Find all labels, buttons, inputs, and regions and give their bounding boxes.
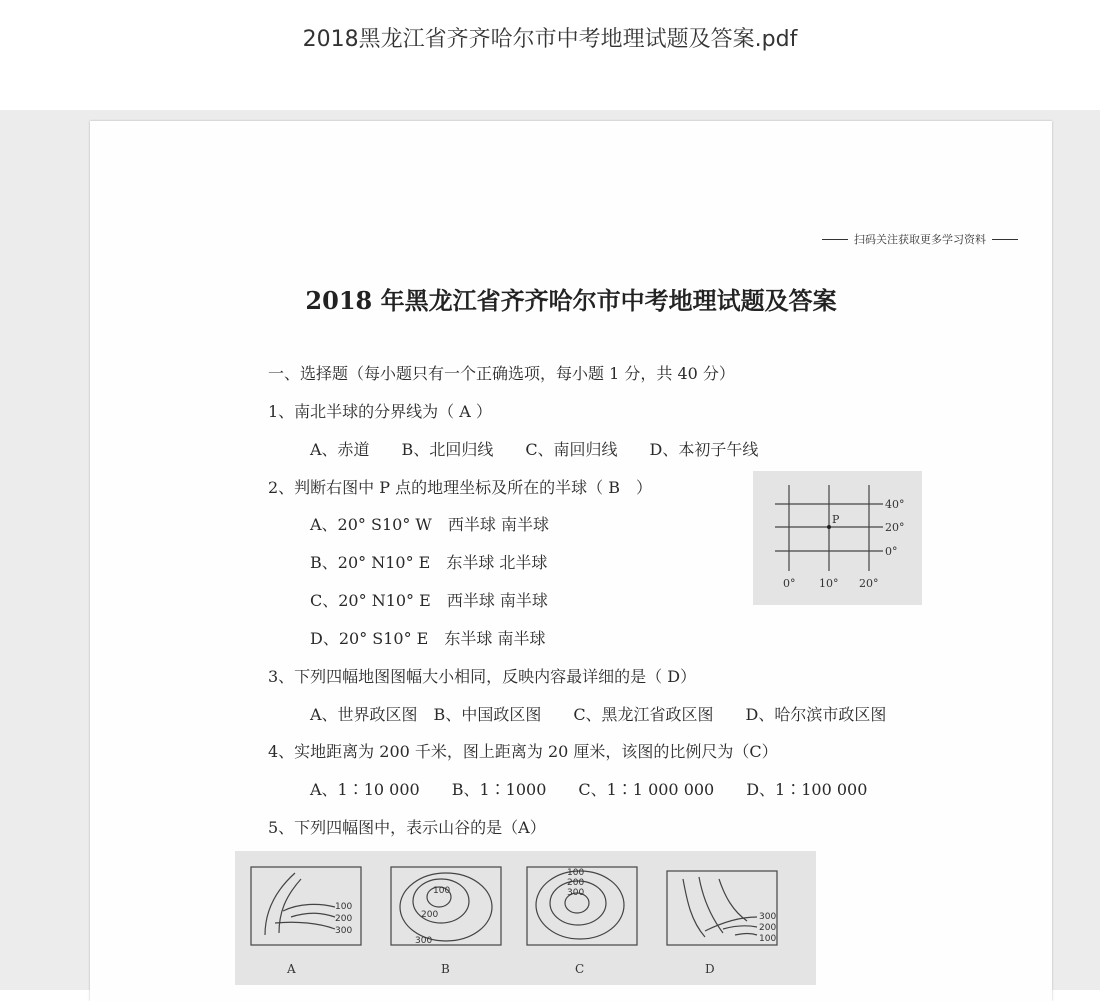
panel-d-contour-upper bbox=[683, 877, 747, 937]
lon-label-0: 0° bbox=[783, 577, 796, 590]
coordinate-grid-figure bbox=[753, 471, 922, 605]
panel-b-label-1: 100 bbox=[433, 886, 451, 896]
panel-d-contour-lines bbox=[705, 917, 757, 935]
panel-a-contour-upper bbox=[265, 873, 301, 935]
panel-b-frame bbox=[391, 867, 501, 945]
question-2-option-a: A、20° S10° W 西半球 南半球 bbox=[310, 515, 549, 534]
panel-c-label-2: 200 bbox=[567, 878, 585, 888]
tagline-text: 扫码关注获取更多学习资料 bbox=[854, 233, 986, 246]
question-4-options: A、1∶10 000 B、1∶1000 C、1∶1 000 000 D、1∶100 000 bbox=[310, 780, 868, 799]
file-header bbox=[0, 0, 1100, 110]
lat-label-0: 0° bbox=[885, 545, 898, 558]
contour-maps-svg bbox=[235, 851, 816, 985]
panel-d-label-3: 100 bbox=[759, 934, 777, 944]
question-5-stem: 5、下列四幅图中，表示山谷的是（A） bbox=[268, 818, 546, 837]
panel-a-label-3: 300 bbox=[335, 926, 353, 936]
lat-label-20: 20° bbox=[885, 521, 905, 534]
question-2-option-b: B、20° N10° E 东半球 北半球 bbox=[310, 553, 548, 572]
document-title: 2018 年黑龙江省齐齐哈尔市中考地理试题及答案 bbox=[305, 286, 837, 315]
panel-b-label-2: 200 bbox=[421, 910, 439, 920]
question-4-stem: 4、实地距离为 200 千米，图上距离为 20 厘米，该图的比例尺为（C） bbox=[268, 742, 778, 761]
panel-d-label-2: 200 bbox=[759, 923, 777, 933]
question-2-option-c: C、20° N10° E 西半球 南半球 bbox=[310, 591, 548, 610]
panel-c-label-3: 300 bbox=[567, 888, 585, 898]
question-1-options: A、赤道 B、北回归线 C、南回归线 D、本初子午线 bbox=[310, 440, 759, 459]
panel-d-letter: D bbox=[705, 962, 715, 976]
question-3-stem: 3、下列四幅地图图幅大小相同，反映内容最详细的是（ D） bbox=[268, 667, 697, 686]
lat-label-40: 40° bbox=[885, 498, 905, 511]
section-heading: 一、选择题（每小题只有一个正确选项，每小题 1 分，共 40 分） bbox=[268, 364, 735, 383]
lon-label-20: 20° bbox=[859, 577, 879, 590]
page-tagline bbox=[816, 231, 1024, 247]
document-page bbox=[90, 121, 1052, 1001]
panel-d-label-1: 300 bbox=[759, 912, 777, 922]
panel-c-letter: C bbox=[575, 962, 585, 976]
tagline-rule-left bbox=[822, 239, 848, 240]
contour-maps-figure bbox=[235, 851, 816, 985]
panel-b-label-3: 300 bbox=[415, 936, 433, 946]
panel-a-contour-lines bbox=[275, 904, 335, 929]
panel-b-letter: B bbox=[441, 962, 450, 976]
question-2-option-d: D、20° S10° E 东半球 南半球 bbox=[310, 629, 546, 648]
question-1-stem: 1、南北半球的分界线为（ A ） bbox=[268, 402, 492, 421]
coordinate-grid-svg bbox=[753, 471, 922, 605]
point-p-label: P bbox=[832, 513, 840, 526]
file-title: 2018黑龙江省齐齐哈尔市中考地理试题及答案.pdf bbox=[302, 27, 798, 52]
lon-label-10: 10° bbox=[819, 577, 839, 590]
panel-a-label-1: 100 bbox=[335, 902, 353, 912]
tagline-rule-right bbox=[992, 239, 1018, 240]
question-2-stem: 2、判断右图中 P 点的地理坐标及所在的半球（ B ） bbox=[268, 478, 652, 497]
point-p-marker bbox=[827, 525, 831, 529]
panel-a-letter: A bbox=[287, 962, 296, 976]
panel-c-label-1: 100 bbox=[567, 868, 585, 878]
panel-a-label-2: 200 bbox=[335, 914, 353, 924]
question-3-options: A、世界政区图 B、中国政区图 C、黑龙江省政区图 D、哈尔滨市政区图 bbox=[310, 705, 887, 724]
